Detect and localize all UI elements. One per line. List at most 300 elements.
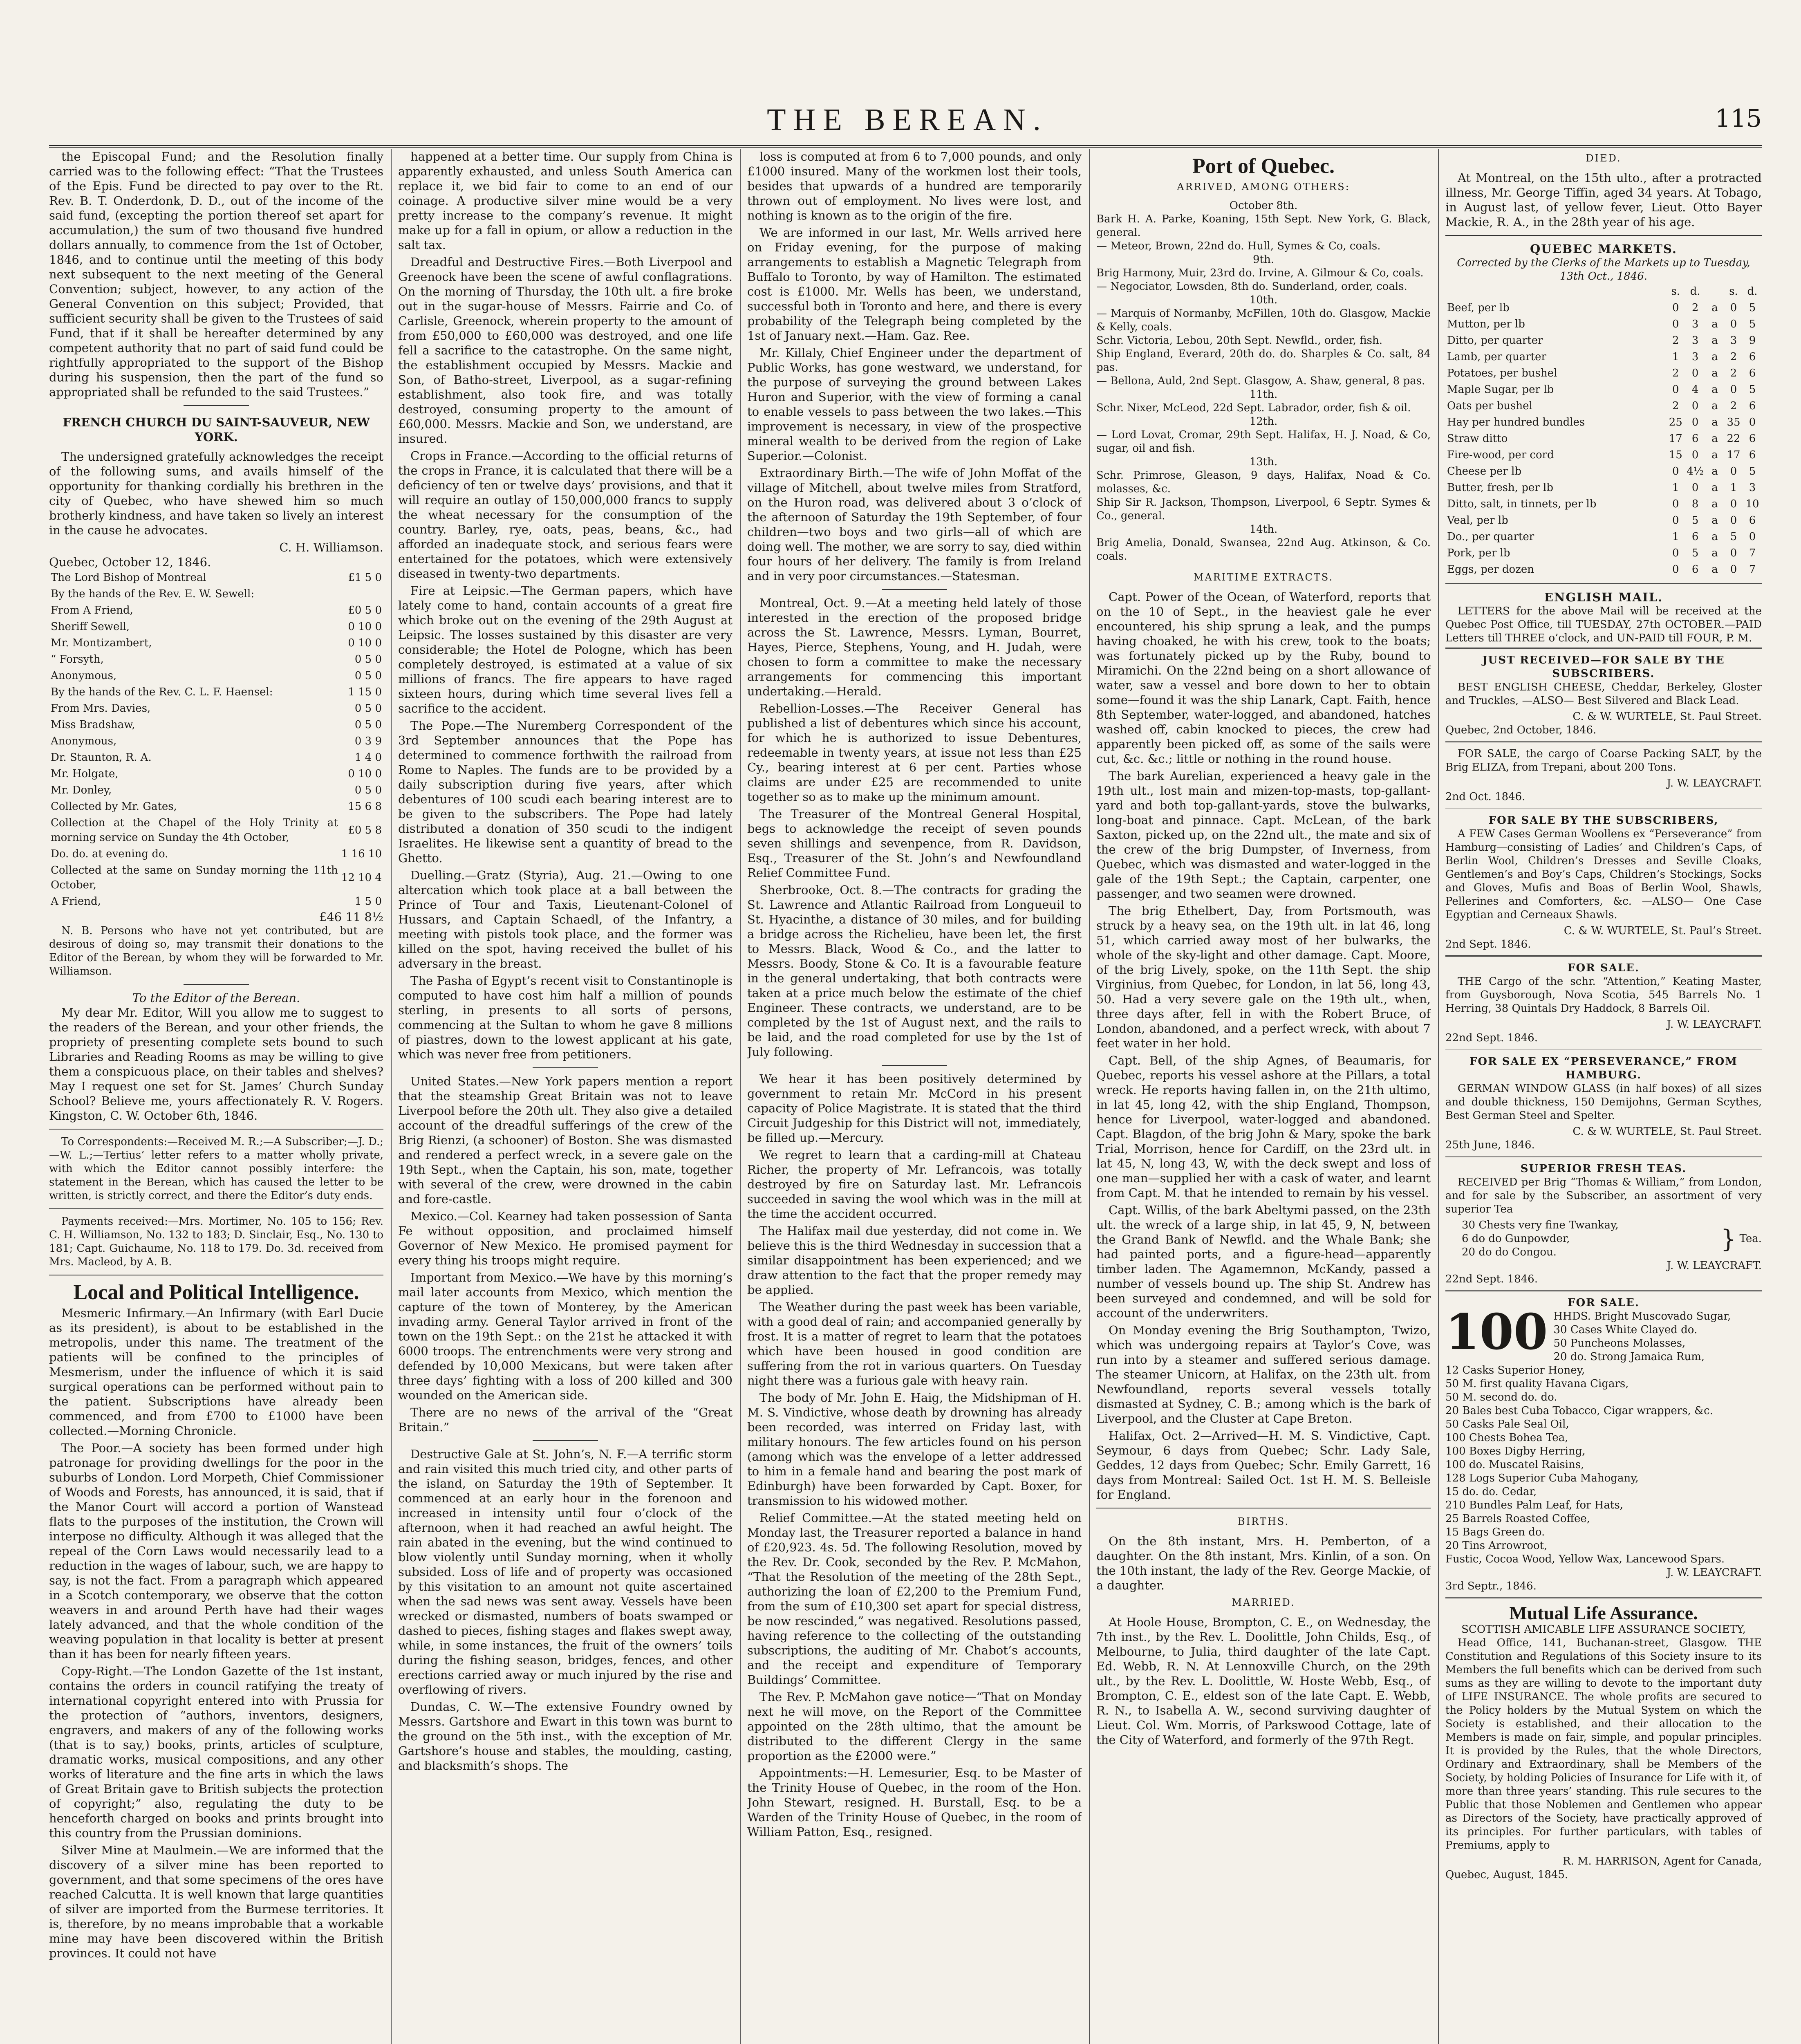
divider [533,1067,598,1068]
market-price: 15 [1669,449,1682,461]
section-heading: QUEBEC MARKETS. [1530,242,1678,256]
market-price: 0 [1672,547,1679,559]
table-row [1445,414,1762,430]
ad-heading: Mutual Life Assurance. [1509,1602,1698,1623]
list-item: 50 Casks Pale Seal Oil, [1445,1418,1569,1430]
list-item: — Meteor, Brown, 22nd do. Hull, Symes & Co, coals. [1096,240,1381,252]
market-price: a [1711,400,1718,412]
subheading: MARITIME EXTRACTS. [1193,572,1334,583]
tea-label: Tea. [1739,1233,1762,1245]
ad-signature: J. W. LEAYCRAFT. [1667,1018,1762,1031]
market-price: a [1711,482,1718,494]
market-price: 22 [1727,433,1741,445]
market-price: 3 [1691,318,1699,330]
table-row [1445,365,1762,381]
subscription-label: Do. do. at evening do. [51,848,168,860]
list-item: Ship Sir R. Jackson, Thompson, Liverpool, 6 Septr. Symes & Co., general. [1096,496,1431,522]
article-text: On Monday evening the Brig Southampton, Twizo, which was undergoing repairs at Taylor’s Cove, was run into by a steamer and suffered serious damage. The steamer Unicorn, at Halifax, on the 23th ult. from Newfoundland, reports several vessels totally dismasted at Sydney, C. B.; among which is the bark of Liverpool, and the Cluster at Cape Breton. [1096,1323,1431,1425]
market-item: Eggs, per dozen [1447,563,1534,576]
ad-text: FOR SALE, the cargo of Coarse Packing SALT, by the Brig ELIZA, from Trepani, about 200 Tons. [1445,748,1762,773]
market-price: 0 [1749,416,1756,428]
article-text: At Hoole House, Brompton, C. E., on Wednesday, the 7th inst., by the Rev. L. Doolittle, John Childs, Esq., of Melbourne, to Julia, third daughter of the late Capt. Ed. Webb, R. N. At Lennoxville Church, on the 29th ult., by the Rev. L. Doolittle, W. Hoste Webb, Esq., of Brompton, C. E., eldest son of the late Capt. E. Webb, R. N., to Isabella A. W., second surviving daughter of Lieut. Col. Wm. Morris, of Parkswood Cottage, late of the City of Waterford, and formerly of the 97th Regt. [1096,1615,1431,1747]
market-price: 0 [1730,383,1737,396]
market-price: 0 [1672,498,1679,510]
subscription-label: Dr. Staunton, R. A. [51,751,152,764]
subscription-label: From Mrs. Davies, [51,702,151,715]
subscription-label: Collected by Mr. Gates, [51,800,177,813]
article-text: Halifax, Oct. 2—Arrived—H. M. S. Vindictive, Capt. Seymour, 6 days from Quebec; Schr. Lady Sale, Geddes, 12 days from Quebec; Schr. Emily Garrett, 16 days from Montreal: Sailed Oct. 1st H. M. S. Belleisle for England. [1096,1429,1431,1502]
column-1 [49,149,383,2044]
market-price: 4½ [1687,465,1704,477]
list-item: 12th. [1249,415,1278,428]
market-price: 25 [1669,416,1682,428]
column-3 [747,149,1082,2044]
table-row [1445,398,1762,414]
divider [1445,583,1762,584]
list-item: Brig Amelia, Donald, Swansea, 22nd Aug. Atkinson, & Co. coals. [1096,537,1431,563]
table-row [49,684,383,700]
table-row [49,586,383,602]
market-price: 3 [1691,351,1699,363]
advertisement [1445,648,1762,741]
article-text: The bark Aurelian, experienced a heavy gale in the 19th ult., lost main and mizen-top-masts, top-gallant-yard and both top-gallant-yards, stove the bulwarks, long-boat and pinnace. Capt. McLean, of the bark Saxton, picked up, on the 22nd ult., the mate and six of the crew of the brig Dumpster, of Inverness, from Quebec, which was dismasted and water-logged in the gale of the 19th Sept.; the Captain, carpenter, one passenger, and two seamen were drowned. [1096,769,1431,901]
table-row [1445,349,1762,365]
subscription-amount: 0 10 0 [348,637,382,649]
section-heading: DIED. [1586,152,1622,164]
list-item: 20 Bales best Cuba Tobacco, Cigar wrappers, &c. [1445,1405,1714,1417]
article-text: Rebellion-Losses.—The Receiver General has published a list of debentures which since his account, for which he is authorized to issue Debentures, redeemable in twenty years, at issue not less than £25 Cy., bearing interest at 6 per cent. Parties whose claims are under £25 are recommended to unite together so as to make up the minimum amount. [747,702,1082,804]
subscription-amount: £0 5 8 [348,824,382,836]
list-item: 13th. [1249,456,1278,468]
brace-icon: } [1720,1224,1736,1253]
market-item: Pork, per lb [1447,547,1510,559]
subscription-label: Collection at the Chapel of the Holy Trinity at morning service on Sunday the 4th October, [51,817,338,844]
ad-date: 2nd Oct. 1846. [1445,791,1525,803]
market-price: a [1711,383,1718,396]
market-price: 6 [1749,433,1756,445]
advertisement [1445,1290,1762,1597]
market-price: a [1711,449,1718,461]
market-price: a [1711,334,1718,347]
subscription-label: A Friend, [51,895,101,908]
list-item: 128 Logs Superior Cuba Mahogany, [1445,1472,1639,1484]
market-price: 3 [1691,334,1699,347]
market-price: a [1711,318,1718,330]
list-item: 20 do. Strong Jamaica Rum, [1553,1351,1705,1363]
article-text: We are informed in our last, Mr. Wells arrived here on Friday evening, for the purpose of making arrangements to establish a Magnetic Telegraph from Buffalo to Toronto, by way of Hamilton. The estimated cost is £1000. Mr. Wells has been, we understand, successful both in Toronto and here, and there is every probability of the Telegraph being completed by the 1st of January next.—Ham. Gaz. Ree. [747,226,1082,343]
table-row [1445,463,1762,480]
table-row [49,569,383,586]
subscription-amount: 1 4 0 [354,751,382,764]
market-price: 17 [1669,433,1682,445]
article-text: Dreadful and Destructive Fires.—Both Liverpool and Greenock have been the scene of awful conflagrations. On the morning of Thursday, the 10th ult. a fire broke out in the sugar-house of Messrs. Fairrie and Co. of Carlisle, Greenock, wherein property to the amount of from £50,000 to £60,000 was destroyed, and one life fell a sacrifice to the catastrophe. On the same night, the establishment occupied by Messrs. Mackie and Son, of Batho-street, Liverpool, as a sugar-refining establishment, also took fire, and was totally destroyed, consuming property to the amount of £60,000. Messrs. Mackie and Son, we understand, are insured. [398,255,732,446]
ad-signature: C. & W. WURTELE, St. Paul’s Street. [1564,925,1762,937]
ad-text: LETTERS for the above Mail will be received at the Quebec Post Office, till TUESDAY, 27th OCTOBER.—PAID Letters till THREE o’clock, and UN-PAID till FOUR, P. M. [1445,605,1762,644]
ad-date: 25th June, 1846. [1445,1139,1535,1151]
table-row [49,668,383,684]
market-item: Oats per bushel [1447,400,1532,412]
divider [184,405,249,406]
market-price: a [1711,498,1718,510]
market-price: a [1711,416,1718,428]
market-price: 0 [1672,383,1679,396]
market-item: Ditto, salt, in tinnets, per lb [1447,498,1597,510]
article-text: The Poor.—A society has been formed under high patronage for providing dwellings for the poor in the suburbs of London. Lord Morpeth, Chief Commissioner of Woods and Forests, has announced, it is said, that if the Manor Court will accord a portion of Wanstead flats to the purposes of the institution, the Crown will interpose no difficulty. Although it was alleged that the repeal of the Corn Laws would necessarily lead to a reduction in the wages of labour, such, we are happy to say, is not the fact. From a paragraph which appeared in a Scotch contemporary, we observe that the cotton weavers in and around Perth have had their wages lately advanced, and that the whole condition of the weaving population in that locality is better at present than it has been for nearly fifteen years. [49,1441,383,1661]
subscription-label: The Lord Bishop of Montreal [51,572,206,584]
article-text: Dundas, C. W.—The extensive Foundry owned by Messrs. Gartshore and Ewart in this town was burnt to the ground on the 5th inst., with the exception of Mr. Gartshore’s house and stables, the moulding, casting, and blacksmith’s shops. The [398,1700,732,1773]
market-price: a [1711,531,1718,543]
market-price: 5 [1691,547,1699,559]
article-text: Extraordinary Birth.—The wife of John Moffat of the village of Mitchell, about twelve miles from Stratford, on the Huron road, was delivered about 3 o’clock of the afternoon of Saturday the 19th September, of four children—two boys and two girls—all of which are doing well. The mother, we are sorry to say, died within four hours of her delivery. The family is from Ireland and in very poor circumstances.—Statesman. [747,466,1082,583]
market-price: 0 [1672,465,1679,477]
divider [49,1129,383,1130]
article-text: N. B. Persons who have not yet contributed, but are desirous of doing so, may transmit their donations to the Editor of the Berean, by whom they will be forwarded to Mr. Williamson. [49,925,383,977]
advertisement [1445,1156,1762,1290]
ad-heading: FOR SALE EX “PERSEVERANCE,” FROM HAMBURG. [1469,1056,1738,1081]
table-row [49,749,383,766]
market-price: 0 [1730,514,1737,527]
advertisement [1445,808,1762,955]
market-price: 1 [1730,482,1737,494]
market-item: Fire-wood, per cord [1447,449,1554,461]
list-item: 12 Casks Superior Honey, [1445,1364,1585,1376]
subscription-label: Anonymous, [51,670,117,682]
market-price: 6 [1749,351,1756,363]
subscriptions-total: £46 11 8½ [319,910,383,924]
market-price: 0 [1691,416,1699,428]
article-text: On the 8th instant, Mrs. H. Pemberton, of a daughter. On the 8th instant, Mrs. Kinlin, of a son. On the 10th instant, the lady of the Rev. George Mackie, of a daughter. [1096,1534,1431,1592]
table-row [49,635,383,651]
list-item: — Negociator, Lowsden, 8th do. Sunderland, order, coals. [1096,280,1407,293]
market-price: 0 [1691,400,1699,412]
table-row [49,733,383,749]
unit-label: d. [1747,285,1758,298]
article-text: The body of Mr. John E. Haig, the Midshipman of H. M. S. Vindictive, whose death by drowning has already been recorded, was interred on Friday last, with military honours. The few articles found on his person (among which was the envelope of a letter addressed to him in a female hand and bearing the post mark of Edinburgh) have been forwarded by Capt. Boxer, for transmission to his widowed mother. [747,1391,1082,1508]
list-item: 210 Bundles Palm Leaf, for Hats, [1445,1499,1624,1511]
subscription-amount: £0 5 0 [348,604,382,616]
market-price: 0 [1672,563,1679,576]
market-price: 6 [1749,367,1756,379]
divider [184,984,249,985]
market-price: 35 [1727,416,1741,428]
table-row [49,717,383,733]
ad-signature: J. W. LEAYCRAFT. [1667,777,1762,789]
divider [533,1440,598,1441]
article-text: United States.—New York papers mention a report that the steamship Great Britain was not to leave Liverpool before the 20th ult. They also give a detailed account of the dreadful sufferings of the crew of the Brig Rienzi, (a schooner) of Boston. She was dismasted and rendered a perfect wreck, in a severe gale on the 19th Sept., when the Captain, his son, mate, together with several of the crew, were drowned in the cabin and fore-castle. [398,1074,732,1206]
market-price: 9 [1749,334,1756,347]
list-item: — Bellona, Auld, 2nd Sept. Glasgow, A. Shaw, general, 8 pas. [1096,375,1425,387]
article-text: We hear it has been positively determined by government to retain Mr. McCord in his present capacity of Police Magistrate. It is stated that the third Circuit Judgeship for this District will not, immediately, be filled up.—Mercury. [747,1072,1082,1145]
article-text: Capt. Power of the Ocean, of Waterford, reports that on the 10 of Sept., in the heaviest gale he ever encountered, his ship sprung a leak, and the pumps having choaked, he with his crew, took to the boats; was fortunately picked up by the Ruby, bound to Miramichi. On the 22nd being on a short allowance of water, saw a vessel and bore down to her to obtain some—found it was the ship Lanark, Capt. Faith, hence 8th September, water-logged, and abandoned, hatches washed off, cabin knocked to pieces, the crew had apparently been picked off, as some of the sails were cut, &c. &c.; little or nothing in the round house. [1096,590,1431,766]
table-row [1445,430,1762,447]
column-5 [1445,149,1762,2044]
market-item: Butter, fresh, per lb [1447,482,1553,494]
article-text: Sherbrooke, Oct. 8.—The contracts for grading the St. Lawrence and Atlantic Railroad from Longueuil to St. Hyacinthe, a distance of 30 miles, and for building a bridge across the Richelieu, have been let, the first to Messrs. Black, Wood & Co., and the latter to Messrs. Boody, Stone & Co. It is a favourable feature in the general undertaking, that both contracts were taken at a price much below the estimate of the chief Engineer. These contracts, we understand, are to be completed by the 1st of August next, and the rails to be laid, and the road completed for use by the 1st of July following. [747,883,1082,1059]
divider [1445,235,1762,236]
article-text: Mr. Killaly, Chief Engineer under the department of Public Works, has gone westward, we understand, for the purpose of surveying the ground between Lakes Huron and Superior, with the view of forming a canal to enable vessels to pass between the two lakes.—This improvement is necessary, in view of the prospective mineral wealth to be derived from the region of Lake Superior.—Colonist. [747,346,1082,463]
dateline: Quebec, October 12, 1846. [49,555,211,569]
market-price: 5 [1749,465,1756,477]
list-item: 15 do. do. Cedar, [1445,1486,1537,1498]
column-divider [740,149,741,2044]
divider [49,1208,383,1209]
market-price: 0 [1672,302,1679,314]
market-price: 3 [1730,334,1737,347]
ad-date: Quebec, 2nd October, 1846. [1445,724,1597,736]
market-price: a [1711,514,1718,527]
market-price: 5 [1749,383,1756,396]
market-price: 2 [1672,334,1679,347]
section-heading: Local and Political Intelligence. [73,1281,359,1304]
market-item: Potatoes, per bushel [1447,367,1557,379]
market-price: 7 [1749,563,1756,576]
market-item: Lamb, per quarter [1447,351,1546,363]
table-row [49,846,383,862]
table-row [1445,381,1762,398]
article-text: loss is computed at from 6 to 7,000 pounds, and only £1000 insured. Many of the workmen lost their tools, besides that upwards of a hundred are temporarily thrown out of employment. No lives were lost, and nothing is known as to the origin of the fire. [747,150,1082,222]
article-text: Fire at Leipsic.—The German papers, which have lately come to hand, contain accounts of a great fire which broke out on the evening of the 29th August at Leipsic. The losses sustained by this disaster are very considerable; the Hotel de Pologne, which has been completely destroyed, is estimated at a value of six millions of francs. The fire appears to have raged sixteen hours, during which time several lives fell a sacrifice to the accident. [398,584,732,715]
market-item: Do., per quarter [1447,531,1534,543]
ad-text: A FEW Cases German Woollens ex “Perseverance” from Hamburg—consisting of Ladies’ and Children’s Caps, of Berlin Wool, Children’s Dresses and Seville Cloaks, Gentlemen’s and Boy’s Caps, Children’s Stockings, Socks and Gloves, Mufis and Boas of Berlin Wool, Shawls, Pellerines and Comforters, &c. —ALSO— One Case Egyptian and Cerneaux Shawls. [1445,828,1762,921]
article-text: Mexico.—Col. Kearney had taken possession of Santa Fe without opposition, and proclaimed himself Governor of New Mexico. He promised payment for every thing his troops might require. [398,1209,732,1267]
article-text: Duelling.—Gratz (Styria), Aug. 21.—Owing to one altercation which took place at a ball between the Prince of Tour and Taxis, Lieutenant-Colonel of Hussars, and Captain Schaedl, of the Infantry, a meeting with pistols took place, and the former was killed on the spot, having received the bullet of his adversary in the breast. [398,868,732,970]
market-price: 2 [1672,367,1679,379]
article-text: The Rev. P. McMahon gave notice—“That on Monday next he will move, on the Report of the Committee appointed on the 28th ultimo, that the amount be distributed to the different Clergy in the same proportion as the £2000 were.” [747,1690,1082,1763]
list-item: Schr. Primrose, Gleason, 9 days, Halifax, Noad & Co. molasses, &c. [1096,469,1431,495]
table-row [49,651,383,668]
advertisement [1445,955,1762,1049]
letter-heading: To the Editor of the Berean. [132,991,300,1005]
ad-text: Head Office, 141, Buchanan-street, Glasgow. THE Constitution and Regulations of this Society insure to its Members the full benefits which can be derived from such sums as they are willing to devote to the important duty of LIFE INSURANCE. The whole profits are secured to the Policy holders by the Mutual System on which the Society is established, and their allocation to the Members is made on fair, simple, and popular principles. It is provided by the Rules, that the whole Directors, Ordinary and Extraordinary, shall be Members of the Society, by holding Policies of Insurance for Life with it, of more than three years’ standing. This rule secures to the Public that those Noblemen and Gentlemen who appear as Directors of the Society, have practically approved of its principles. For further particulars, with tables of Premiums, apply to [1445,1637,1762,1851]
list-item: 30 Cases White Clayed do. [1553,1324,1698,1336]
subheading: Corrected by the Clerks of the Markets up to Tuesday, 13th Oct., 1846. [1457,257,1750,282]
tea-list [1445,1219,1762,1259]
market-price: 5 [1691,514,1699,527]
subscription-amount: 0 5 0 [354,784,382,796]
list-item: 50 M. first quality Havana Cigars, [1445,1378,1629,1390]
market-price: 5 [1749,318,1756,330]
article-text: Payments received:—Mrs. Mortimer, No. 105 to 156; Rev. C. H. Williamson, No. 132 to 183; D. Sinclair, Esq., No. 130 to 181; Capt. Guichaume, No. 118 to 179. Do. 3d. received from Mrs. Macleod, by A. B. [49,1215,383,1268]
market-price: 0 [1672,514,1679,527]
table-row [1445,332,1762,349]
subscription-amount: 15 6 8 [348,800,382,813]
market-price: 4 [1691,383,1699,396]
list-item: 50 Puncheons Molasses, [1553,1337,1686,1349]
market-price: 2 [1691,302,1699,314]
ad-signature: J. W. LEAYCRAFT. [1667,1567,1762,1579]
article-text: The Pope.—The Nuremberg Correspondent of the 3rd September announces that the Pope has determined to commence forthwith the railroad from Rome to Naples. The funds are to be provided by a daily subscription during five years, after which debentures of 100 scudi each bearing interest are to be given to the subscribers. The Pope had lately distributed a donation of 350 scudi to the indigent Israelites. He likewise sent a quantity of bread to the Ghetto. [398,719,732,865]
subscription-amount: 0 3 9 [354,735,382,747]
market-price: 0 [1730,547,1737,559]
ad-date: 2nd Sept. 1846. [1445,938,1531,950]
market-price: 8 [1691,498,1699,510]
list-item: Schr. Nixer, McLeod, 22d Sept. Labrador, order, fish & oil. [1096,402,1411,414]
market-price: 6 [1749,514,1756,527]
market-price: 0 [1691,482,1699,494]
divider [882,1065,947,1066]
table-row [49,798,383,815]
ad-heading: SUPERIOR FRESH TEAS. [1520,1163,1687,1175]
list-item: 25 Barrels Roasted Coffee, [1445,1513,1590,1525]
market-item: Straw ditto [1447,433,1508,445]
market-price: a [1711,367,1718,379]
table-row [1445,512,1762,529]
market-item: Hay per hundred bundles [1447,416,1585,428]
market-price: 0 [1730,302,1737,314]
subscription-amount: 1 5 0 [354,895,382,908]
subscriptions-table [49,569,383,910]
list-item: 9th. [1253,253,1274,266]
subscription-label: Anonymous, [51,735,117,747]
ad-date: 22nd Sept. 1846. [1445,1032,1538,1044]
table-row [49,893,383,910]
list-item: Fustic, Cocoa Wood, Yellow Wax, Lancewood Spars. [1445,1553,1725,1565]
section-heading: BIRTHS. [1238,1516,1289,1527]
ad-heading: FOR SALE. [1568,962,1640,974]
article-text: The Treasurer of the Montreal General Hospital, begs to acknowledge the receipt of seven pounds seven shillings and sevenpence, from R. Davidson, Esq., Treasurer of the St. John’s and Newfoundland Relief Committee Fund. [747,807,1082,880]
market-price: 2 [1730,367,1737,379]
ad-signature: J. W. LEAYCRAFT. [1667,1260,1762,1272]
subscription-amount: 1 15 0 [348,686,382,698]
table-row [49,619,383,635]
subheading: ARRIVED, AMONG OTHERS: [1177,181,1350,193]
advertisement [1445,1049,1762,1156]
subscription-label: By the hands of the Rev. E. W. Sewell: [51,588,255,600]
markets-units-row [1445,283,1762,300]
article-text: We regret to learn that a carding-mill at Chateau Richer, the property of Mr. Lefrancois, was totally destroyed by fire on Saturday last. Mr. Lefrancois succeeded in saving the wool which was in the mill at the time the accident occurred. [747,1148,1082,1221]
page-number: 115 [1715,104,1762,133]
market-price: 5 [1730,531,1737,543]
article-text: My dear Mr. Editor, Will you allow me to suggest to the readers of the Berean, and your other friends, the propriety of presenting complete sets bound to such Libraries and Reading Rooms as may be willing to give them a conspicuous place, on their tables and shelves? May I request one set for St. James’ Church Sunday School? Believe me, yours affectionately R. V. Rogers. Kingston, C. W. October 6th, 1846. [49,1006,383,1123]
article-text: the Episcopal Fund; and the Resolution finally carried was to the following effect: “That the Trustees of the Epis. Fund be directed to pay over to the Rt. Rev. B. T. Onderdonk, D. D., out of the income of the said fund, (excepting the portion thereof set apart for accumulation,) the sum of two thousand five hundred dollars annually, to commence from the 1st of October, 1846, and to continue until the meeting of this body next subsequent to the next meeting of the General Convention; subject, however, to any action of the General Convention on this subject; Provided, that sufficient security shall be given to the Trustees of said Fund, that if it shall be hereafter determined by any competent authority that no part of said fund could be rightfully appropriated to the support of the Bishop during his suspension, then the part of the fund so appropriated shall be refunded to the said Trustees.” [49,150,383,399]
market-item: Veal, per lb [1447,514,1508,527]
list-item: October 8th. [1229,199,1298,212]
market-price: 0 [1730,465,1737,477]
ad-text: THE Cargo of the schr. “Attention,” Keating Master, from Guysborough, Nova Scotia, 545 Barrels No. 1 Herring, 38 Quintals Dry Haddock, 8 Barrels Oil. [1445,975,1762,1015]
list-item: 100 Chests Bohea Tea, [1445,1432,1568,1444]
list-item: HHDS. Bright Muscovado Sugar, [1553,1310,1731,1322]
subscription-amount: 0 10 0 [348,621,382,633]
list-item: 14th. [1249,523,1278,536]
table-row [1445,480,1762,496]
list-item: 11th. [1249,388,1278,401]
market-item: Beef, per lb [1447,302,1510,314]
advertisement [1445,1597,1762,1886]
article-text: At Montreal, on the 15th ulto., after a protracted illness, Mr. George Tiffin, aged 34 years. At Tobago, in August last, of yellow fever, Lieut. Otto Bayer Mackie, R. A., in the 28th year of his age. [1445,171,1762,229]
article-text: The Pasha of Egypt’s recent visit to Constantinople is computed to have cost him half a million of pounds sterling, in presents to all sorts of persons, commencing at the Sultan to whom he gave 8 millions of piastres, down to the lowest applicant at his gate, which was never free from petitioners. [398,974,732,1061]
subscription-amount: £1 5 0 [348,572,382,584]
market-price: a [1711,351,1718,363]
market-price: 0 [1730,563,1737,576]
article-text: Appointments:—H. Lemesurier, Esq. to be Master of the Trinity House of Quebec, in the room of the Hon. John Stewart, resigned. H. Burstall, Esq. to be a Warden of the Trinity House of Quebec, in the room of William Patton, Esq., resigned. [747,1766,1082,1839]
market-price: 1 [1672,531,1679,543]
article-text: Mesmeric Infirmary.—An Infirmary (with Earl Ducie as its president), is about to be established in the metropolis, under this name. The treatment of the patients will be confined to the principles of Mesmerism, under the influence of which it is said surgical operations can be performed without pain to the patient. Subscriptions have already been commenced, and from £700 to £1000 have been collected.—Morning Chronicle. [49,1306,383,1438]
market-item: Maple Sugar, per lb [1447,383,1554,396]
advertisement [1445,741,1762,808]
column-divider [1438,149,1439,2044]
table-row [1445,447,1762,463]
column-divider [1089,149,1090,2044]
market-price: 1 [1672,482,1679,494]
market-item: Cheese per lb [1447,465,1522,477]
ad-heading: ENGLISH MAIL. [1544,590,1663,604]
subscription-label: By the hands of the Rev. C. L. F. Haensel: [51,686,273,698]
column-2 [398,149,732,2044]
market-price: 7 [1749,547,1756,559]
article-text: Silver Mine at Maulmein.—We are informed that the discovery of a silver mine has been reported to government, and that some specimens of the ores have reached Calcutta. It is well known that large quantities of silver are imported from the Burmese territories. It is, therefore, by no means improbable that a workable mine may have been discovered within the British provinces. It could not have [49,1843,383,1960]
table-row [49,602,383,619]
markets-table [1445,283,1762,578]
market-price: 0 [1730,498,1737,510]
list-item: 100 do. Muscatel Raisins, [1445,1459,1584,1471]
subscription-label: Sheriff Sewell, [51,621,130,633]
ad-date: 3rd Septr., 1846. [1445,1580,1537,1592]
market-price: 6 [1691,531,1699,543]
subscription-amount: 1 16 10 [341,848,382,860]
article-text: Montreal, Oct. 9.—At a meeting held lately of those interested in the erection of the proposed bridge across the St. Lawrence, Messrs. Lyman, Bourret, Hayes, Pierce, Stephens, Young, and H. Judah, were chosen to form a committee to make the necessary arrangements for commencing this important undertaking.—Herald. [747,596,1082,698]
article-text: The brig Ethelbert, Day, from Portsmouth, was struck by a heavy sea, on the 19th ult. in lat 46, long 51, which carried away most of her bulwarks, the whole of the sky-light and other damage. Capt. Moore, of the brig Lively, spoke, on the 11th Sept. the ship Virginius, from Quebec, for London, in lat 56, long 43, 50. Had a very severe gale on the 19th ult., when, three days after, fell in with the Robert Bruce, of London, abandoned, and a perfect wreck, with about 7 feet water in her hold. [1096,904,1431,1050]
list-item: — Marquis of Normanby, McFillen, 10th do. Glasgow, Mackie & Kelly, coals. [1096,307,1431,333]
table-row [1445,561,1762,578]
section-heading: MARRIED. [1232,1597,1295,1608]
ad-signature: C. & W. WURTELE, St. Paul Street. [1573,1125,1762,1138]
subscription-amount: 0 5 0 [354,670,382,682]
unit-label: s. [1729,285,1738,298]
article-text: There are no news of the arrival of the “Great Britain.” [398,1405,732,1434]
market-price: 0 [1730,318,1737,330]
article-text: Destructive Gale at St. John’s, N. F.—A terrific storm and rain visited this much tried city, and other parts of the island, on Saturday the 19th of September. It commenced at an early hour in the forenoon and increased in intensity until four o’clock of the afternoon, when it had reached an awful height. The rain abated in the evening, but the wind continued to blow violently until Sunday morning, when it wholly subsided. Loss of life and of property was occasioned by this visitation to an amount not quite ascertained when the sad news was sent away. Vessels have been wrecked or dismasted, numbers of boats swamped or dashed to pieces, fishing stages and flakes swept away, while, in some instances, the fruit of the owners’ toils during the fishing season, bridges, fences, and other erections carried away or much injured by the rise and overflowing of rivers. [398,1447,732,1697]
subscription-label: Collected at the same on Sunday morning the 11th October, [51,864,338,891]
ad-subheading: SCOTTISH AMICABLE LIFE ASSURANCE SOCIETY, [1461,1623,1746,1636]
table-row [1445,316,1762,332]
article-text: To Correspondents:—Received M. R.;—A Subscriber;—J. D.;—W. L.;—Tertius’ letter refers to a matter wholly private, with which the Editor cannot possibly interfere: the statement in the Berean, which has caused the letter to be written, is strictly correct, and there the Editor’s duty ends. [49,1136,383,1202]
table-row [49,782,383,798]
ad-text: GERMAN WINDOW GLASS (in half boxes) of all sizes and double thickness, 150 Demijohns, German Scythes, Best German Steel and Spelter. [1445,1083,1762,1122]
market-price: 2 [1672,400,1679,412]
market-price: 6 [1749,449,1756,461]
market-price: 0 [1749,531,1756,543]
list-item: 30 Chests very fine Twankay, [1462,1219,1619,1231]
ad-signature: C. & W. WURTELE, St. Paul Street. [1573,710,1762,723]
ad-heading: JUST RECEIVED—FOR SALE BY THE SUBSCRIBERS. [1482,654,1725,680]
table-row [49,700,383,717]
list-item: Brig Harmony, Muir, 23rd do. Irvine, A. Gilmour & Co, coals. [1096,267,1424,279]
list-item: — Lord Lovat, Cromar, 29th Sept. Halifax, H. J. Noad, & Co, sugar, oil and fish. [1096,429,1431,455]
article-text: The Halifax mail due yesterday, did not come in. We believe this is the third Wednesday in succession that a similar disappointment has been experienced; and we draw attention to the fact that the proper remedy may be applied. [747,1224,1082,1297]
table-row [1445,496,1762,512]
table-row [1445,545,1762,561]
market-price: a [1711,433,1718,445]
list-item: 15 Bags Green do. [1445,1526,1545,1538]
market-price: 0 [1691,367,1699,379]
list-item: 10th. [1249,294,1278,306]
column-divider [391,149,392,2044]
subscription-amount: 0 10 0 [348,768,382,780]
article-text: Relief Committee.—At the stated meeting held on Monday last, the Treasurer reported a balance in hand of £20,923. 4s. 5d. The following Resolution, moved by the Rev. Dr. Cook, seconded by the Rev. P. McMahon, “That the Resolution of the meeting of the 28th Sept., authorizing the loan of £2,200 to the Premium Fund, from the sum of £10,300 set apart for special distress, be now rescinded,” was negatived. Resolutions passed, having reference to the collecting of the outstanding subscriptions, the auditing of Mr. Chabot’s accounts, and the receipt and expenditure of Temporary Buildings’ Committee. [747,1511,1082,1687]
subscription-amount: 0 5 0 [354,719,382,731]
ad-signature: R. M. HARRISON, Agent for Canada, [1562,1855,1762,1867]
market-price: 1 [1672,351,1679,363]
list-item: 6 do do Gunpowder, [1462,1233,1570,1245]
article-text: The undersigned gratefully acknowledges the receipt of the following sums, and avails himself of the opportunity for thanking cordially his brethren in the city of Quebec, who have shewed him so much brotherly kindness, and have taken so lively an interest in the cause he advocates. [49,450,383,537]
subscription-label: “ Forsyth, [51,653,104,666]
subscription-label: Mr. Donley, [51,784,112,796]
ad-date: 22nd Sept. 1846. [1445,1273,1538,1285]
list-item: 50 M. second do. do. [1445,1391,1557,1403]
newspaper-page [49,135,1762,2044]
section-heading: FRENCH CHURCH DU SAINT-SAUVEUR, NEW YORK. [63,415,370,444]
market-price: 6 [1691,433,1699,445]
